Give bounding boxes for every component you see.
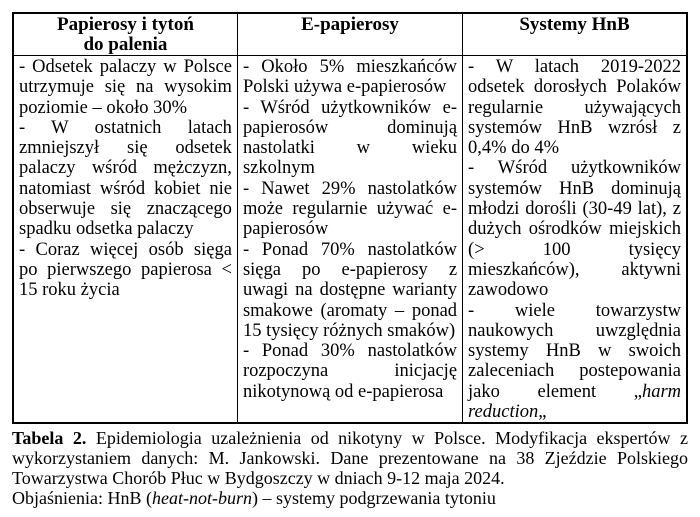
bullet-item: - Nawet 29% nastolatków może regularnie używać e-papierosów (242, 178, 458, 240)
cell-hnb-systems (463, 56, 687, 424)
text-segment: Epidemiologia uzależnienia od nikotyny w Polsce. Modyfikacja ekspertów z wykorzystaniem danych: M. Jankowski. Dane prezentowane na 38 Zjeździe Polskiego Towarzystwa Chorób Płuc w Bydgoszczy w dniach 9-12 maja 2024. (12, 428, 688, 488)
header-cell-ecigarettes (237, 13, 462, 56)
table-header-row (13, 13, 687, 56)
header-line: E-papierosy (301, 14, 399, 35)
table-caption (12, 429, 688, 488)
table-footnote (12, 489, 688, 509)
header-line: Papierosy i tytoń (57, 14, 194, 35)
bullet-item: - Odsetek palaczy w Polsce utrzymuje się na wysokim poziomie – około 30% (19, 57, 232, 118)
table-body-row (13, 56, 687, 424)
header-cell-hnb-systems (463, 13, 687, 56)
bullet-item: - Około 5% mieszkańców Polski używa e-papierosów (242, 57, 458, 98)
cell-cigarettes-tobacco (13, 56, 237, 424)
header-line: Systemy HnB (519, 14, 630, 35)
italic-text: heat-not-burn (151, 487, 252, 508)
bullet-item: - Wśród użytkowników systemów HnB dominują młodzi dorośli (30-49 lat), z dużych ośrodków miejskich (> 100 tysięcy mieszkańców), aktywni zawodowo (468, 158, 681, 301)
bullet-item: - Coraz więcej osób sięga po pierwszego papierosa < 15 roku życia (19, 239, 232, 301)
bullet-item: - W latach 2019-2022 odsetek dorosłych Polaków regularnie używających systemów HnB wzrósł z 0,4% do 4% (468, 57, 681, 159)
text-segment: „ (538, 402, 547, 423)
text-segment: - wiele towarzystw naukowych uwzględnia systemy HnB w swoich zaleceniach postepowania jako element „ (468, 300, 681, 402)
bullet-item: - W ostatnich latach zmniejszył się odsetek palaczy wśród mężczyzn, natomiast wśród kobiet nie obserwuje się znaczącego spadku odsetka palaczy (19, 117, 232, 240)
text-segment: Objaśnienia: HnB ( (12, 487, 152, 508)
header-cell-cigarettes-tobacco (13, 13, 237, 56)
italic-text: harm reduction (468, 381, 681, 423)
cell-ecigarettes (237, 56, 462, 424)
bullet-item (468, 301, 681, 423)
bullet-item: - Ponad 70% nastolatków sięga po e-papierosy z uwagi na dostępne warianty smakowe (aromaty – ponad 15 tysięcy różnych smaków) (242, 239, 458, 341)
bold-text: Tabela 2. (12, 428, 87, 449)
epidemiology-table (12, 12, 688, 424)
bullet-item: - Ponad 30% nastolatków rozpoczyna inicjację nikotynową od e-papierosa (242, 341, 458, 402)
text-segment: ) – systemy podgrzewania tytoniu (251, 487, 496, 508)
header-line: do palenia (83, 34, 168, 55)
bullet-item: - Wśród użytkowników e-papierosów dominują nastolatki w wieku szkolnym (242, 97, 458, 179)
